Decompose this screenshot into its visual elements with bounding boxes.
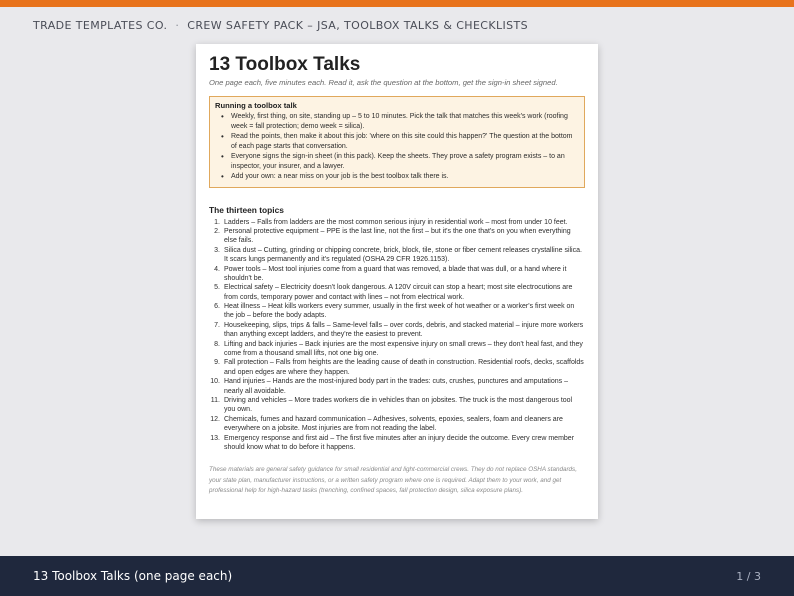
topic-item [209,377,585,396]
callout-title: Running a toolbox talk [215,101,297,110]
topic-item [209,415,585,434]
topic-text: Power tools – Most tool injuries come from a guard that was removed, a blade that was dull, or a hand where it shouldn't be. [224,265,567,282]
topic-text: Silica dust – Cutting, grinding or chipping concrete, brick, block, tile, stone or fiber cement releases crystalline silica. It scars lungs permanently and it's regulated (OSHA 29 CFR 1926.1153). [224,246,582,264]
topic-text: Hand injuries – Hands are the most-injured body part in the trades: cuts, crushes, punctures and amputations – nearly all avoidable. [224,378,568,395]
topic-item [209,283,585,302]
topic-text: Emergency response and first aid – The first five minutes after an injury decide the outcome. Every crew member should know what to do before it happens. [224,434,575,451]
topic-number: 12. [210,415,220,423]
topic-text: Driving and vehicles – More trades workers die in vehicles than on jobsites. The truck is the most dangerous tool you own. [224,397,573,414]
topic-text: Personal protective equipment – PPE is the last line, not the first – but it's the one that's on you when everything else fails. [224,227,571,245]
topic-item [209,396,585,415]
topic-number: 11. [210,397,220,405]
topic-text: Lifting and back injuries – Back injuries are the most expensive injury on small crews – they don't heal fast, and they come from a thousand small lifts, not one big one. [224,340,583,357]
topic-item [209,358,585,377]
topic-number: 1. [214,218,220,226]
topic-number: 4. [214,265,220,273]
topic-item [209,265,585,284]
topic-text: Electrical safety – Electricity doesn't look dangerous. A 120V circuit can stop a heart; most site electrocutions are from cords, temporary power and contact with lines – not from electrical work. [224,284,573,301]
topic-number: 8. [214,340,220,348]
topic-item [209,246,585,265]
topic-text: Chemicals, fumes and hazard communication – Adhesives, solvents, epoxies, sealers, foam and cleaners are everywhere on a jobsite. Most injuries are from not reading the label. [224,415,563,433]
topic-number: 10. [210,378,220,386]
callout-bullet: • Weekly, first thing, on site, standing up – 5 to 10 minutes. Pick the talk that matches this week's work (roofing week = fall protection; demo week = silica). [215,112,578,131]
topic-number: 6. [214,303,220,311]
topic-text: Ladders – Falls from ladders are the most common serious injury in residential work – most from under 10 feet. [224,218,568,226]
topic-number: 9. [214,359,220,367]
disclaimer-text: These materials are general safety guidance for small residential and light-commercial crews. They do not replace OSHA standards, your state plan, manufacturer instructions, or a written safety program where one is required. Adapt them to your work, and get professional help for high-hazard tasks (trenching, confined spaces, fall protection design, silica exposure plans). [209,466,577,495]
top-header-bar [0,7,794,43]
topics-list [209,218,585,453]
topic-item [209,321,585,340]
topic-text: Heat illness – Heat kills workers every summer, usually in the first week of hot weather or a worker's first week on the job – before the body adapts. [224,303,575,320]
topic-number: 2. [214,227,220,235]
topic-item [209,340,585,359]
topic-item [209,227,585,246]
instructions-callout [209,96,585,188]
accent-stripe [0,0,794,7]
callout-bullet: • Everyone signs the sign-in sheet (in this pack). Keep the sheets. They prove a safety program exists – to an inspector, your insurer, and a lawyer. [215,152,578,171]
page-subtitle: One page each, five minutes each. Read it, ask the question at the bottom, get the sign-in sheet signed. [209,78,558,87]
topic-number: 7. [214,321,220,329]
topic-item [209,434,585,453]
topics-heading: The thirteen topics [209,204,284,215]
page-indicator: 1 / 3 [736,569,761,583]
page-title: 13 Toolbox Talks [209,54,361,75]
topic-item [209,218,585,227]
document-name: 13 Toolbox Talks (one page each) [33,569,233,583]
pack-title: CREW SAFETY PACK – JSA, TOOLBOX TALKS & CHECKLISTS [187,18,529,32]
brand-name: TRADE TEMPLATES CO. [33,18,168,32]
topic-item [209,302,585,321]
topic-number: 5. [214,284,220,292]
document-page [196,44,598,519]
topic-text: Housekeeping, slips, trips & falls – Same-level falls – over cords, debris, and stacked material – injure more workers than anything except ladders, and they're the easiest to prevent. [224,321,584,339]
callout-bullet: • Read the points, then make it about this job: 'where on this site could this happen?' The question at the bottom of each page starts that conversation. [215,132,578,151]
bottom-status-bar [0,556,794,596]
callout-bullet: • Add your own: a near miss on your job is the best toolbox talk there is. [215,172,578,182]
topic-text: Fall protection – Falls from heights are the leading cause of death in construction. Residential roofs, decks, scaffolds and open edges are where they happen. [224,359,584,376]
callout-bullet-list [215,112,578,182]
header-separator: · [175,18,180,32]
topic-number: 3. [214,246,220,254]
topic-number: 13. [210,434,220,442]
